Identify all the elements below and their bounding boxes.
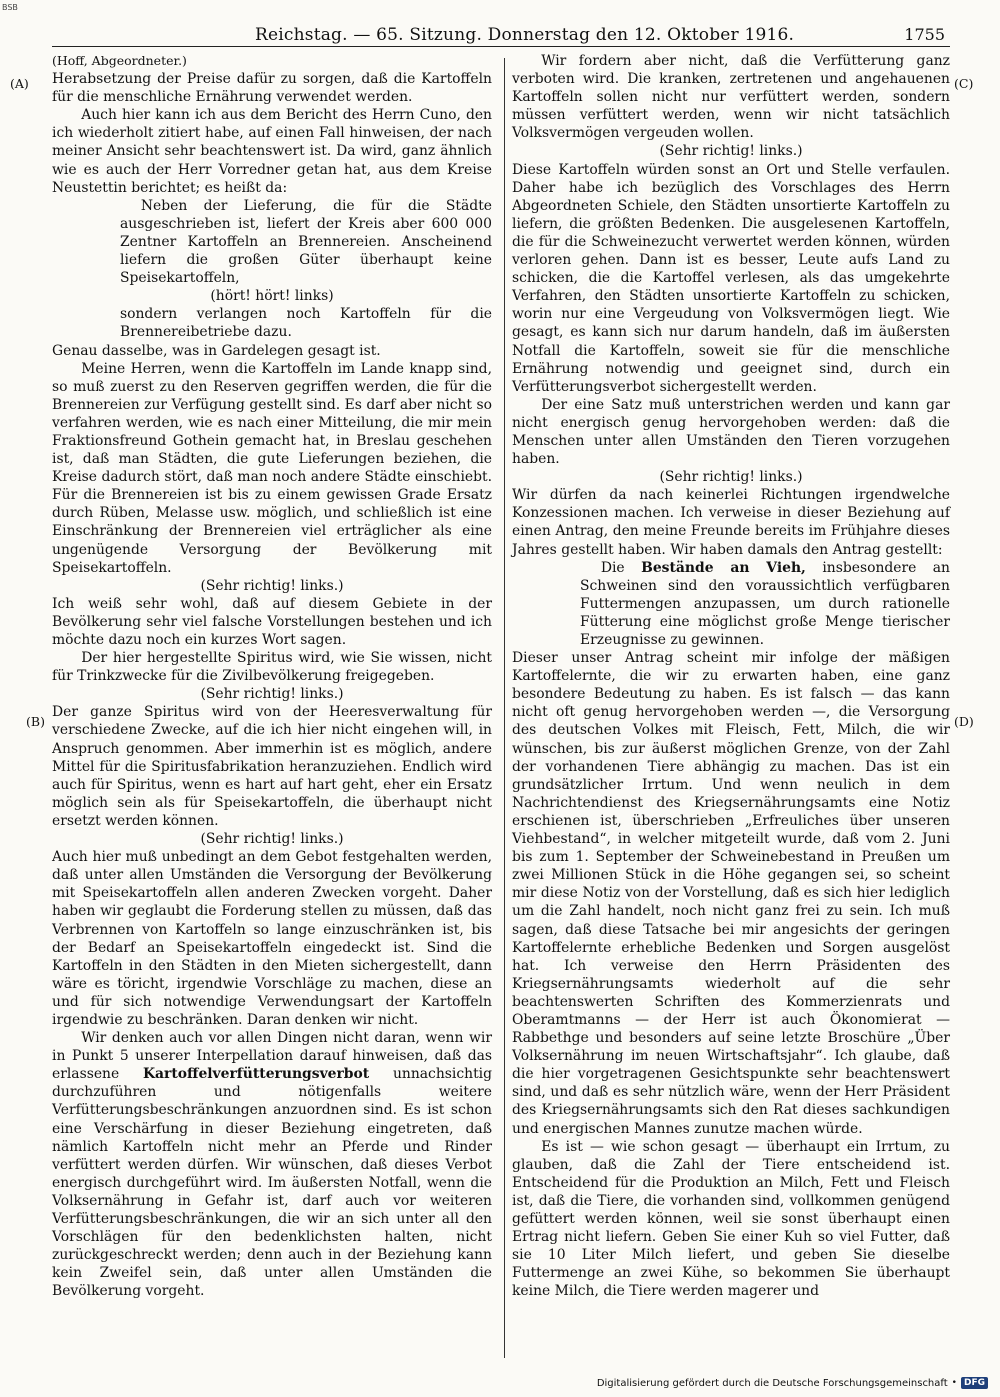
page-number: 1755 [904, 25, 945, 44]
paragraph: Herabsetzung der Preise dafür zu sorgen, daß die Kartoffeln für die menschliche Ernährung verwendet werden. [52, 71, 492, 106]
page-footer [597, 1377, 988, 1389]
paragraph: Diese Kartoffeln würden sonst an Ort und Stelle verfaulen. Daher habe ich bezüglich des Vorschlages des Herrn Abgeordneten Schiele, den Städten unsortierte Kartoffeln zu liefern, die größten Bedenken. Die ausgelesenen Kartoffeln, die für die Schweinezucht verwertet werden können, würden verloren gehen. Dann ist es besser, Leute aufs Land zu schicken, die die Kartoffel verlesen, als das umgekehrte Verfahren, den Städten unsortierte Kartoffeln zu schicken, worin nur eine Vergeudung von Volksvermögen liegt. Wie gesagt, es kann sich nur darum handeln, daß im äußersten Notfall die Kartoffeln, soweit sie für die menschliche Ernährung notwendig und geeignet sind, durch ein Verfütterungsverbot sichergestellt werden. [512, 161, 950, 395]
interjection: (Sehr richtig! links.) [200, 577, 344, 594]
block-quote [580, 559, 950, 649]
running-title: Reichstag. — 65. Sitzung. Donnerstag den 12. Oktober 1916. [255, 25, 795, 45]
paragraph: Es ist — wie schon gesagt — überhaupt ein Irrtum, zu glauben, daß die Zahl der Tiere entscheidend ist. Entscheidend für die Produktion an Milch, Fett und Fleisch ist, daß die Tiere, die vorhanden sind, vollkommen genügend gefüttert werden können, weil sie sonst überhaupt einen Ertrag nicht liefern. Geben Sie einer Kuh so viel Futter, daß sie 10 Liter Milch liefert, und geben Sie dieselbe Futtermenge an zwei Kühe, so bekommen Sie überhaupt keine Milch, die Tiere werden magerer und [512, 1138, 950, 1300]
paragraph: Ich weiß sehr wohl, daß auf diesem Gebiete in der Bevölkerung sehr viel falsche Vorstellungen bestehen und ich möchte dazu noch ein kurzes Wort sagen. [52, 595, 492, 648]
paragraph: Der hier hergestellte Spiritus wird, wie Sie wissen, nicht für Trinkzwecke für die Zivilbevölkerung freigegeben. [52, 650, 492, 685]
paragraph: Auch hier muß unbedingt an dem Gebot festgehalten werden, daß unter allen Umständen die Versorgung der Bevölkerung mit Speisekartoffeln allen anderen Zwecken vorgeht. Daher haben wir geglaubt die Forderung stellen zu müssen, daß das Verbrennen von Kartoffeln so lange einzuschränken ist, bis der Bedarf an Speisekartoffeln eingedeckt ist. Sind die Kartoffeln in den Städten in den Mieten sichergestellt, dann wäre es töricht, irgendwie Vorschläge zu machen, diese an und für sich notwendige Verwendungsart der Kartoffeln irgendwie zu beschränken. Daran denken wir nicht. [52, 849, 492, 1028]
interjection: (Sehr richtig! links.) [659, 469, 803, 486]
page-header [255, 25, 945, 47]
left-column [52, 52, 492, 1300]
paragraph: Wir dürfen da nach keinerlei Richtungen irgendwelche Konzessionen machen. Ich verweise in dieser Beziehung auf einen Antrag, den meine Freunde bereits im Frühjahre dieses Jahres gestellt haben. Wir haben damals den Antrag gestellt: [512, 487, 950, 558]
block-quote: Neben der Lieferung, die für die Städte ausgeschrieben ist, liefert der Kreis aber 600 000 Zentner Kartoffeln an Brennereien. Anscheinend liefern die großen Güter überhaupt keine Speisekartoffeln, [120, 197, 492, 287]
paragraph: Der ganze Spiritus wird von der Heeresverwaltung für verschiedene Zwecke, auf die ich hier nicht eingehen will, in Anspruch genommen. Aber immerhin ist es möglich, andere Mittel für die Spiritusfabrikation heranzuziehen. Endlich wird auch für Spiritus, wenn es hart auf hart geht, eher ein Ersatz möglich sein als für Speisekartoffeln, die überhaupt nicht ersetzt werden können. [52, 704, 492, 829]
column-divider [504, 58, 505, 1358]
text-run: unnachsichtig durchzuführen und nötigenfalls weitere Verfütterungsbeschränkungen anzuordnen sind. Es ist schon eine Verschärfung in dieser Beziehung eingetreten, daß nämlich Kartoffeln nicht mehr an Pferde und Rinder verfüttert werden dürfen. Wir wünschen, daß dieses Verbot energisch durchgeführt wird. Im äußersten Notfall, wenn die Volksernährung in Gefahr ist, darf auch vor weiteren Verfütterungsbeschränkungen, die wir an sich unter all den Vorschlägen für den bedenklichsten halten, nicht zurückgeschreckt werden; denn auch in der Beziehung kann kein Zweifel sein, daß unter allen Umständen die Bevölkerung vorgeht. [52, 1066, 492, 1300]
paragraph: Wir fordern aber nicht, daß die Verfütterung ganz verboten wird. Die kranken, zertretenen und angehauenen Kartoffeln sollen nicht nur verfüttert werden, sondern müssen verfüttert werden, wenn wir nicht tatsächlich Volksvermögen vergeuden wollen. [512, 53, 950, 142]
emphasized-term: Bestände an Vieh, [641, 559, 806, 576]
dfg-logo: DFG [961, 1377, 988, 1389]
separator-dot: • [951, 1378, 957, 1388]
margin-marker-d: (D) [954, 714, 974, 729]
interjection: (Sehr richtig! links.) [200, 686, 344, 703]
margin-marker-a: (A) [10, 76, 29, 91]
paragraph [52, 1029, 492, 1300]
emphasized-term: Kartoffelverfütterungsverbot [142, 1066, 370, 1083]
text-run: Wir denken auch vor allen Dingen nicht daran, wenn wir in Punkt 5 unserer Interpellation darauf hinweisen, daß das erlassene [52, 1030, 492, 1083]
text-run: insbesondere an Schweinen sind den voraussichtlich verfügbaren Futtermengen anzupassen, um durch rationelle Fütterung eine möglichst große Menge tierischer Erzeugnisse zu gewinnen. [580, 559, 951, 648]
block-quote: sondern verlangen noch Kartoffeln für die Brennereibetriebe dazu. [120, 306, 492, 341]
library-mark: BSB [2, 3, 18, 12]
paragraph: Der eine Satz muß unterstrichen werden und kann gar nicht energisch genug hervorgehoben werden: daß die Menschen unter allen Umständen den Tieren vorzugehen haben. [512, 396, 950, 468]
header-rule [52, 46, 950, 47]
interjection: (Sehr richtig! links.) [200, 831, 344, 848]
interjection: (Sehr richtig! links.) [659, 143, 803, 160]
margin-marker-b: (B) [26, 714, 45, 729]
text-run: Die [600, 559, 625, 576]
paragraph: Dieser unser Antrag scheint mir infolge der mäßigen Kartoffelernte, die wir zu erwarten haben, eine ganz besondere Bedeutung zu haben. Es ist falsch — das kann nicht oft genug hervorgehoben werden —, die Versorgung des deutschen Volkes mit Fleisch, Fett, Milch, die wir wünschen, bis zur äußerst möglichen Grenze, von der Zahl der vorhandenen Tiere abhängig zu machen. Das ist ein grundsätzlicher Irrtum. Und wenn neulich in dem Nachrichtendienst des Kriegsernährungsamts eine Notiz erschienen ist, überschrieben „Erfreuliches über unseren Viehbestand“, in welcher mitgeteilt wurde, daß vom 2. Juni bis zum 1. September der Schweinebestand in Preußen um zwei Millionen Stück in die Höhe gegangen sei, so scheint mir diese Notiz von der Vorstellung, daß es sich hier lediglich um die Zahl handelt, noch nicht ganz frei zu sein. Ich muß sagen, daß diese Tatsache bei mir angesichts der geringen Kartoffelernte erhebliche Bedenken und Sorgen ausgelöst hat. Ich verweise den Herrn Präsidenten des Kriegsernährungsamts wiederholt auf die sehr beachtenswerten Schriften des Kommerzienrats und Oberamtmanns — der Herr ist auch Ökonomierat — Rabbethge und besonders auf seine letzte Broschüre „Über Volksernährung im neuen Wirtschaftsjahr“. Ich glaube, daß die hier vorgetragenen Gesichtspunkte sehr beachtenswert sind, und daß es sehr nützlich wäre, wenn der Herr Präsident des Kriegsernährungsamts sich den Rat dieses sachkundigen und energischen Mannes zunutze machen würde. [512, 650, 950, 1137]
paragraph: Auch hier kann ich aus dem Bericht des Herrn Cuno, den ich wiederholt zitiert habe, auf einen Fall hinweisen, der nach meiner Ansicht sehr beachtenswert ist. Da wird, ganz ähnlich wie es auch der Herr Vorredner getan hat, aus dem Kreise Neustettin berichtet; es heißt da: [52, 107, 492, 196]
funding-note: Digitalisierung gefördert durch die Deutsche Forschungsgemeinschaft [596, 1377, 948, 1389]
speaker-line: (Hoff, Abgeordneter.) [52, 53, 187, 68]
interjection: (hört! hört! links) [210, 288, 334, 305]
right-column [512, 52, 950, 1300]
paragraph: Genau dasselbe, was in Gardelegen gesagt ist. [52, 342, 381, 359]
margin-marker-c: (C) [954, 76, 974, 91]
paragraph: Meine Herren, wenn die Kartoffeln im Lande knapp sind, so muß zuerst zu den Reserven gegriffen werden, die für die Brennereien zur Verfügung gestellt sind. Es darf aber nicht so verfahren werden, wie es nach einer Mitteilung, die mir mein Fraktionsfreund Gothein gemacht hat, in Breslau geschehen ist, daß man Städten, die gute Lieferungen beziehen, die Kreise dadurch stört, daß man noch andere Städte einschiebt. Für die Brennereien ist bis zu einem gewissen Grade Ersatz durch Rüben, Melasse usw. möglich, und schließlich ist eine Einschränkung der Brennereien viel erträglicher als eine ungenügende Versorgung der Bevölkerung mit Speisekartoffeln. [52, 360, 492, 576]
